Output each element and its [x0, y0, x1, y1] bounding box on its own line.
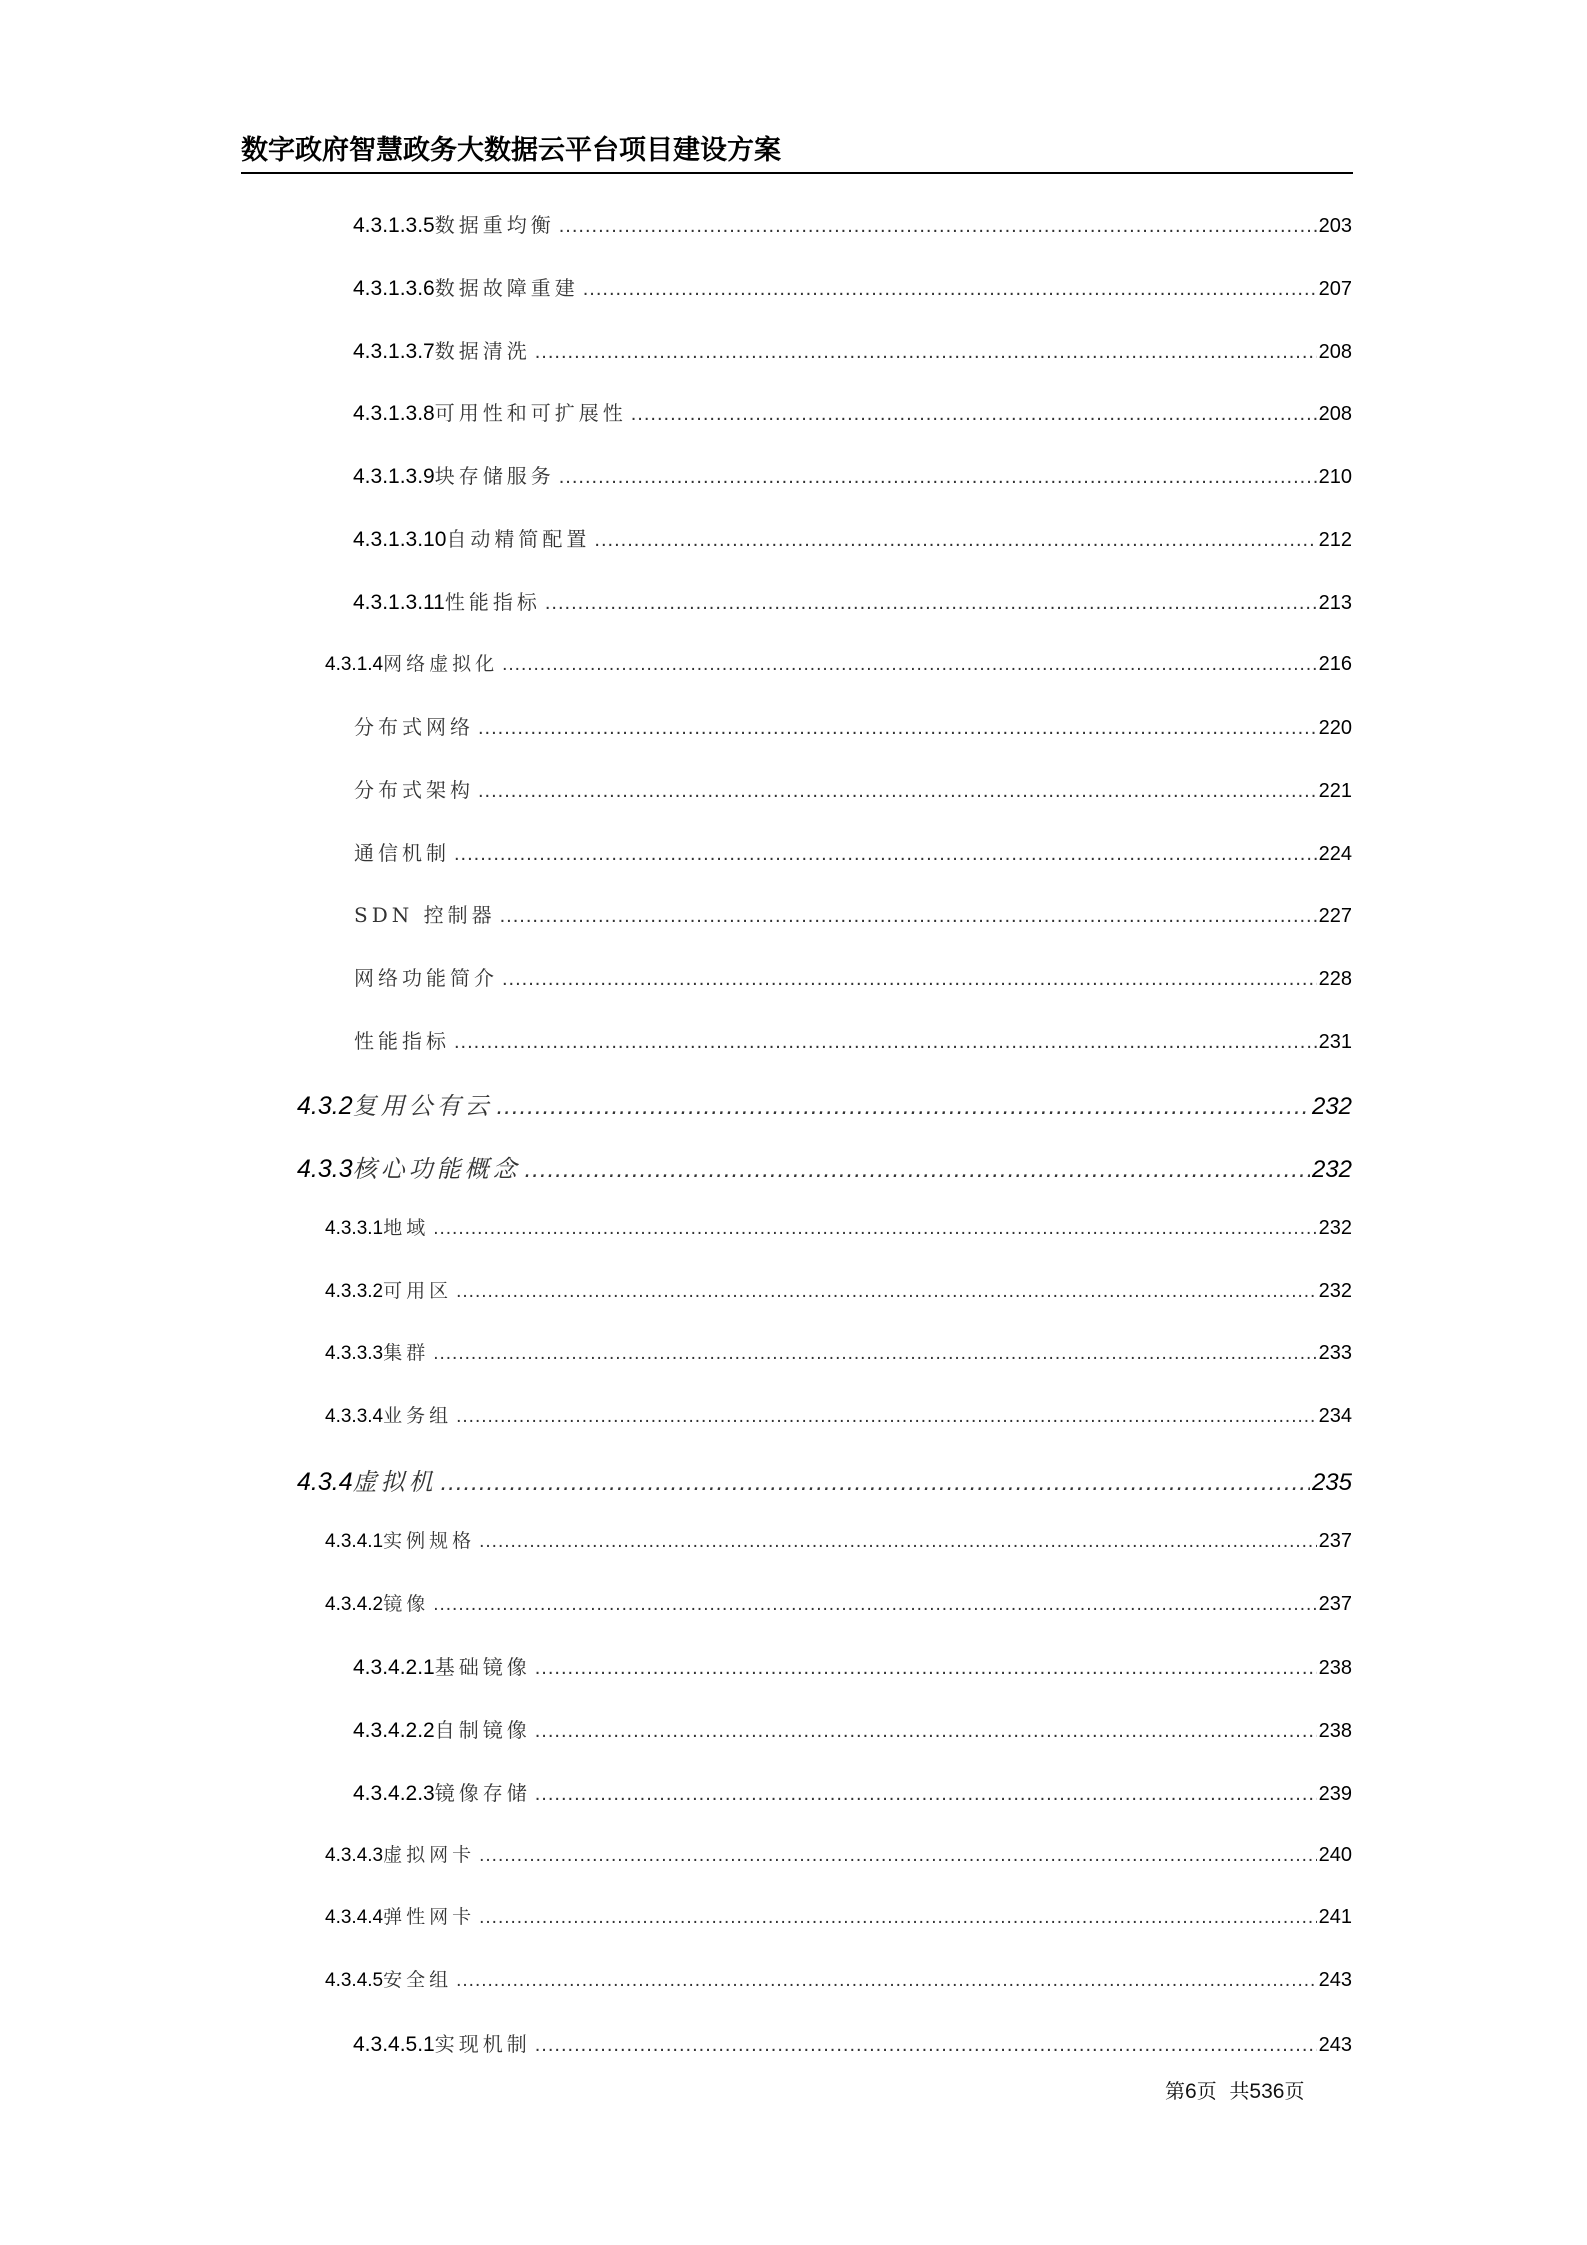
toc-entry-number: 4.3.1.3.9	[353, 465, 435, 488]
toc-entry-title: 性能指标	[354, 1029, 450, 1053]
page-footer	[1165, 2075, 1304, 2104]
toc-entry-title: 数据清洗	[434, 339, 531, 363]
toc-entry[interactable]	[325, 1589, 1352, 1616]
dot-leader	[497, 1093, 1310, 1121]
toc-entry-page: 210	[1318, 466, 1352, 488]
toc-entry-number: 4.3.1.3.8	[353, 402, 435, 425]
footer-total-suffix: 页	[1284, 2079, 1305, 2103]
toc-entry-number: 4.3.4.2	[325, 1594, 384, 1615]
toc-entry[interactable]	[353, 209, 1352, 238]
toc-entry[interactable]	[354, 774, 1352, 803]
toc-entry-title: 安全组	[383, 1969, 453, 1991]
toc-entry-title: 可用区	[383, 1280, 453, 1302]
toc-entry-title: 复用公有云	[352, 1092, 493, 1120]
dot-leader	[456, 1281, 1317, 1303]
toc-entry-page: 227	[1318, 905, 1352, 927]
toc-entry-title: 镜像	[383, 1593, 430, 1615]
dot-leader	[525, 1156, 1310, 1184]
toc-entry-title: 地域	[383, 1217, 430, 1239]
toc-entry-page: 232	[1318, 1280, 1352, 1302]
toc-entry-page: 243	[1318, 1969, 1352, 1991]
toc-entry[interactable]	[325, 1213, 1352, 1240]
toc-entry-page: 220	[1318, 717, 1352, 739]
dot-leader	[478, 780, 1317, 803]
toc-entry-number: 4.3.4	[297, 1468, 353, 1496]
dot-leader	[479, 1531, 1317, 1553]
toc-entry-page: 237	[1318, 1530, 1352, 1552]
toc-entry[interactable]	[353, 460, 1352, 489]
dot-leader	[456, 1970, 1317, 1992]
dot-leader	[433, 1343, 1316, 1365]
footer-prefix: 第	[1165, 2079, 1185, 2103]
toc-entry-title: 分布式架构	[354, 778, 474, 802]
toc-entry-title: 自动精简配置	[446, 527, 591, 551]
toc-entry-page: 243	[1318, 2034, 1352, 2056]
dot-leader	[479, 1907, 1317, 1929]
toc-entry-number: 4.3.4.5	[325, 1970, 384, 1991]
toc-entry-title: 核心功能概念	[352, 1155, 521, 1183]
footer-page-word: 页	[1196, 2079, 1217, 2103]
toc-entry-page: 232	[1318, 1217, 1352, 1239]
toc-entry[interactable]	[354, 899, 1352, 928]
dot-leader	[500, 905, 1317, 928]
toc-entry[interactable]	[353, 335, 1352, 364]
toc-entry-page: 237	[1318, 1593, 1352, 1615]
dot-leader	[478, 717, 1317, 740]
toc-entry-number: 4.3.1.3.11	[353, 591, 445, 614]
toc-entry-number: 4.3.4.2.3	[353, 1782, 435, 1805]
toc-entry[interactable]	[353, 272, 1352, 301]
toc-entry-page: 235	[1311, 1469, 1352, 1496]
toc-entry-page: 221	[1318, 780, 1352, 802]
toc-entry-page: 238	[1318, 1657, 1352, 1679]
toc-entry-page: 238	[1318, 1720, 1352, 1742]
toc-entry[interactable]	[297, 1149, 1352, 1184]
dot-leader	[583, 278, 1317, 301]
toc-entry[interactable]	[325, 1840, 1352, 1867]
dot-leader	[545, 592, 1317, 615]
toc-entry-title: 业务组	[383, 1405, 453, 1427]
toc-entry-title: 通信机制	[354, 841, 450, 865]
dot-leader	[454, 843, 1317, 866]
toc-entry-number: 4.3.2	[297, 1092, 353, 1120]
toc-entry-title: 性能指标	[444, 590, 541, 614]
toc-entry-page: 203	[1318, 215, 1352, 237]
toc-entry-page: 224	[1318, 843, 1352, 865]
toc-entry-number: 4.3.4.2.1	[353, 1656, 435, 1679]
toc-entry-number: 4.3.4.4	[325, 1907, 384, 1928]
toc-entry-number: 4.3.4.2.2	[353, 1719, 435, 1742]
toc-entry-number: 4.3.1.3.5	[353, 214, 435, 237]
dot-leader	[456, 1406, 1317, 1428]
toc-entry-page: 208	[1318, 341, 1352, 363]
toc-entry-title: 基础镜像	[434, 1655, 531, 1679]
toc-entry-title: 虚拟机	[352, 1468, 437, 1496]
dot-leader	[535, 341, 1317, 364]
toc-entry-page: 208	[1318, 403, 1352, 425]
toc-entry[interactable]	[325, 649, 1352, 676]
toc-entry[interactable]	[325, 1401, 1352, 1428]
dot-leader	[441, 1469, 1310, 1497]
toc-entry-page: 228	[1318, 968, 1352, 990]
toc-entry-title: SDN 控制器	[354, 903, 496, 927]
toc-entry[interactable]	[325, 1902, 1352, 1929]
toc-entry-page: 216	[1318, 653, 1352, 675]
header-divider	[241, 172, 1353, 174]
toc-entry[interactable]	[297, 1462, 1352, 1497]
toc-entry-page: 232	[1311, 1093, 1352, 1120]
dot-leader	[535, 1657, 1317, 1680]
dot-leader	[502, 968, 1317, 991]
toc-entry[interactable]	[354, 1025, 1352, 1054]
toc-entry-number: 4.3.3.3	[325, 1343, 384, 1364]
toc-entry-page: 213	[1318, 592, 1352, 614]
footer-total-prefix: 共	[1229, 2079, 1250, 2103]
toc-entry[interactable]	[353, 523, 1352, 552]
toc-entry-title: 块存储服务	[434, 464, 555, 488]
toc-entry[interactable]	[325, 1965, 1352, 1992]
toc-entry-number: 4.3.1.3.6	[353, 277, 435, 300]
toc-entry-number: 4.3.1.4	[325, 654, 384, 675]
dot-leader	[535, 1720, 1317, 1743]
toc-entry-title: 镜像存储	[434, 1781, 531, 1805]
toc-entry-title: 可用性和可扩展性	[434, 401, 627, 425]
total-pages: 536	[1249, 2080, 1285, 2103]
toc-entry[interactable]	[353, 2028, 1352, 2057]
toc-entry[interactable]	[297, 1086, 1352, 1121]
toc-entry-page: 239	[1318, 1783, 1352, 1805]
toc-entry-page: 240	[1318, 1844, 1352, 1866]
toc-entry[interactable]	[353, 397, 1352, 426]
toc-entry-page: 231	[1318, 1031, 1352, 1053]
current-page-number: 6	[1185, 2080, 1197, 2103]
dot-leader	[631, 403, 1317, 426]
toc-entry-title: 数据重均衡	[434, 213, 555, 237]
toc-entry-page: 234	[1318, 1405, 1352, 1427]
toc-entry[interactable]	[354, 837, 1352, 866]
document-header-title: 数字政府智慧政务大数据云平台项目建设方案	[241, 135, 781, 166]
toc-entry-title: 网络功能简介	[354, 966, 498, 990]
toc-entry-title: 分布式网络	[354, 715, 474, 739]
toc-entry-title: 集群	[383, 1342, 430, 1364]
dot-leader	[559, 215, 1317, 238]
dot-leader	[502, 654, 1317, 676]
dot-leader	[433, 1594, 1316, 1616]
toc-entry-number: 4.3.1.3.10	[353, 528, 447, 551]
toc-entry-number: 4.3.1.3.7	[353, 340, 435, 363]
toc-entry[interactable]	[325, 1338, 1352, 1365]
toc-entry-title: 网络虚拟化	[383, 653, 499, 675]
toc-entry-page: 241	[1318, 1906, 1352, 1928]
toc-entry[interactable]	[325, 1276, 1352, 1303]
toc-entry[interactable]	[353, 586, 1352, 615]
toc-entry[interactable]	[354, 711, 1352, 740]
toc-entry-page: 233	[1318, 1342, 1352, 1364]
toc-entry-number: 4.3.3.4	[325, 1406, 384, 1427]
dot-leader	[433, 1218, 1316, 1240]
toc-entry[interactable]	[353, 1777, 1352, 1806]
toc-entry-number: 4.3.4.3	[325, 1845, 384, 1866]
dot-leader	[535, 2034, 1317, 2057]
toc-entry-number: 4.3.4.1	[325, 1531, 384, 1552]
dot-leader	[594, 529, 1316, 552]
dot-leader	[454, 1031, 1317, 1054]
toc-entry-page: 232	[1311, 1156, 1352, 1183]
toc-entry[interactable]	[353, 1714, 1352, 1743]
toc-entry-number: 4.3.3.2	[325, 1281, 384, 1302]
toc-entry-title: 弹性网卡	[383, 1906, 476, 1928]
toc-entry[interactable]	[325, 1526, 1352, 1553]
toc-entry-number: 4.3.3	[297, 1155, 353, 1183]
toc-entry-title: 实例规格	[383, 1530, 476, 1552]
toc-entry-page: 212	[1318, 529, 1352, 551]
toc-entry[interactable]	[354, 962, 1352, 991]
dot-leader	[479, 1845, 1317, 1867]
toc-entry-title: 数据故障重建	[434, 276, 579, 300]
toc-entry-title: 自制镜像	[434, 1718, 531, 1742]
toc-entry[interactable]	[353, 1651, 1352, 1680]
toc-entry-number: 4.3.4.5.1	[353, 2033, 435, 2056]
dot-leader	[535, 1783, 1317, 1806]
dot-leader	[559, 466, 1317, 489]
toc-entry-title: 虚拟网卡	[383, 1844, 476, 1866]
toc-entry-number: 4.3.3.1	[325, 1218, 384, 1239]
toc-entry-page: 207	[1318, 278, 1352, 300]
toc-entry-title: 实现机制	[434, 2032, 531, 2056]
